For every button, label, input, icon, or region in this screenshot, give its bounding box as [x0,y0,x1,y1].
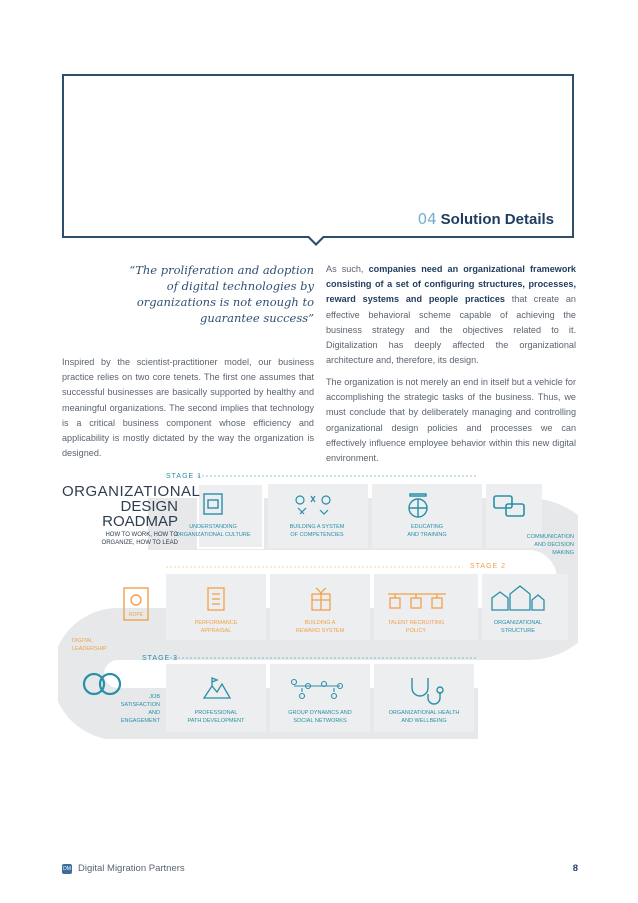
section-header-box [62,74,574,238]
row1-label-4c: MAKING [552,550,574,556]
para1-tail: that create an effective behavioral scheme capable of achieving the business strategy and the objectives related to it. Digitalization has deeply affected the organizational architecture and, therefore, its design. [326,294,576,366]
roadmap-subtitle-line1: HOW TO WORK, HOW TO [105,532,178,538]
page-footer [62,862,578,878]
section-number: 04 [417,210,437,228]
row1-label-2b: OF COMPETENCIES [290,532,344,538]
header-notch-inner [308,235,324,243]
row1-label-3a: EDUCATING [411,524,443,530]
row2-label-5b: STRUCTURE [501,628,535,634]
roadmap-svg [58,464,578,739]
row2-label-1a: DIGITAL [72,638,93,644]
row1-label-3b: AND TRAINING [407,532,447,538]
row1-label-1a: UNDERSTANDING [189,524,237,530]
row3-label-1d: ENGAGEMENT [120,718,160,724]
row2-label-5a: ORGANIZATIONAL [493,620,543,626]
stage1-label: STAGE 1 [166,473,203,480]
para1-lead: As such, [326,264,369,274]
pull-quote: “The proliferation and adoption of digital technologies by organizations is not enough to guarantee success” [129,263,314,325]
row1-label-4a: COMMUNICATION [526,534,574,540]
row3-label-2a: PROFESSIONAL [194,710,238,716]
page-number: 8 [572,863,578,874]
roadmap-title-line1: ORGANIZATIONAL [62,483,201,500]
row2-label-2b: APPRAISAL [200,628,232,634]
row1-panel [268,484,368,548]
section-title-text: Solution Details [440,211,554,228]
row2-label-3a: BUILDING A [304,620,336,626]
leadership-badge: ROPE [128,612,144,618]
row3-label-2b: PATH DEVELOPMENT [187,718,245,724]
roadmap-infographic [58,464,578,744]
row2-label-1b: LEADERSHIP [72,646,107,652]
para1-highlight: companies need an organizational framework consisting of a set of configuring structures, processes, reward systems and people practices [326,264,576,305]
roadmap-subtitle-line2: ORGANIZE, HOW TO LEAD [101,540,178,546]
row3-label-3a: GROUP DYNAMICS AND [288,710,352,716]
right-paragraph-2: The organization is not merely an end in itself but a vehicle for accomplishing the strategic tasks of the business. Thus, we must conclude that by deliberately managing and controlling organizational design policies and processes we can effectively influence employee behavior within this new digital environment. [326,377,576,464]
row2-label-4b: POLICY [405,628,427,634]
row3-label-1c: AND [148,710,160,716]
company-name: Digital Migration Partners [78,863,185,874]
row3-label-4b: AND WELLBEING [401,718,447,724]
row3-label-1a: JOB [149,694,160,700]
roadmap-title-line3: ROADMAP [102,513,178,530]
roadmap-title-line2: DESIGN [120,498,178,515]
row2-label-2a: PERFORMANCE [194,620,238,626]
stage3-label: STAGE 3 [142,655,179,662]
right-paragraph-1 [326,262,576,368]
company-logo-icon: DM [63,866,71,872]
row1-panel [372,484,482,548]
row3-label-4a: ORGANIZATIONAL HEALTH [388,710,460,716]
stage2-label: STAGE 2 [470,563,507,570]
row1-label-2a: BUILDING A SYSTEM [289,524,345,530]
row1-label-1b: ORGANIZATIONAL CULTURE [175,532,251,538]
left-paragraph: Inspired by the scientist-practitioner model, our business practice relies on two core tenets. The first one assumes that successful businesses are basically supported by healthy and meaningful organizations. The second implies that technology is a critical business component whose efficiency and applicability is mostly dictated by the way the organization is designed. [62,357,314,459]
row2-label-4a: TALENT RECRUITING [387,620,445,626]
row2-label-3b: REWARD SYSTEM [295,628,345,634]
row1-label-4b: AND DECISION [534,542,574,548]
section-title [418,210,554,228]
row3-label-1b: SATISFACTION [120,702,160,708]
row3-label-3b: SOCIAL NETWORKS [293,718,347,724]
